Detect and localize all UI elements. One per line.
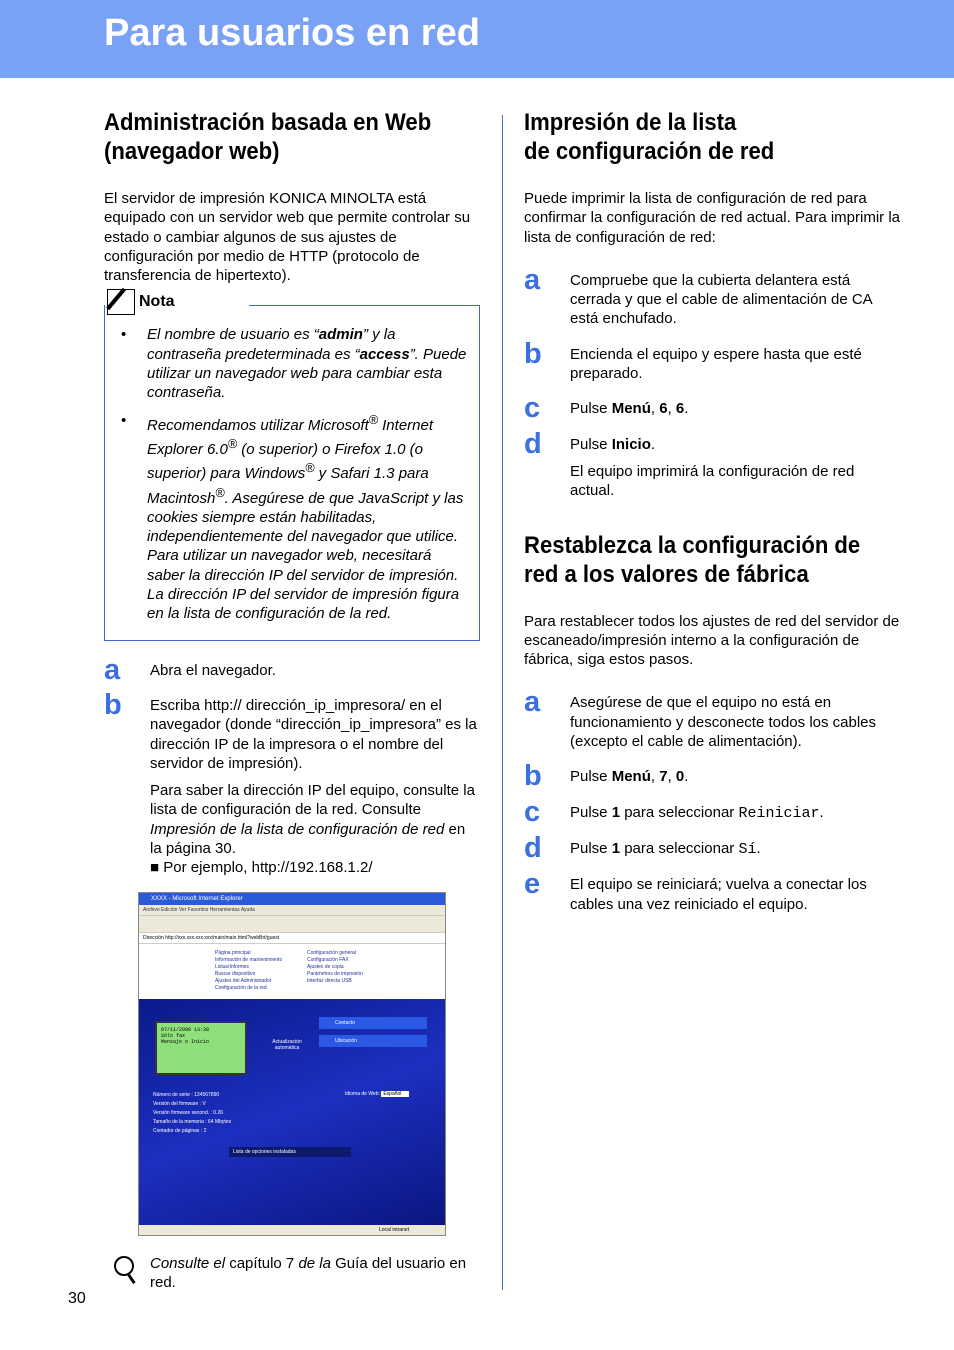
note-password: access xyxy=(359,345,410,363)
ss-link: Información de mantenimiento xyxy=(215,956,283,963)
ss-link: Parámetros de impresión xyxy=(307,970,363,977)
heading-line: de configuración de red xyxy=(524,138,775,165)
page-banner xyxy=(0,0,954,78)
ss-lcd-line: Sólo fax xyxy=(161,1032,186,1039)
step-subtext-part: en la página 30. xyxy=(150,820,466,858)
heading-line: (navegador web) xyxy=(104,138,280,165)
ss-info-line: Versión del firmware : V xyxy=(153,1100,206,1107)
step-part: , xyxy=(667,400,676,418)
step-subtext-part: Para saber la dirección IP del equipo, consulte la lista de configuración de la red. Consulte xyxy=(150,782,475,819)
note-box xyxy=(104,293,480,640)
section-heading-reset xyxy=(524,531,870,589)
left-column xyxy=(104,108,480,1292)
key-number: 1 xyxy=(611,839,621,857)
note-text: ”. Puede utilizar un navegador web para cambiar esta contraseña. xyxy=(147,345,467,402)
step-text xyxy=(570,767,900,786)
ss-address-bar: Dirección http://xxx.xxx.xxx.xxx/main/main.html?webBrt/guest xyxy=(139,933,445,944)
lcd-option: Reiniciar xyxy=(738,804,820,822)
ss-status-bar: Local intranet xyxy=(139,1225,445,1235)
note-list xyxy=(115,325,469,623)
step-part: . xyxy=(684,400,689,418)
step-part: para seleccionar xyxy=(620,803,739,821)
step-a xyxy=(524,263,900,329)
step-letter: a xyxy=(524,686,541,719)
note-text: y Safari 1.3 para Macintosh xyxy=(147,465,429,507)
ss-links-col2 xyxy=(307,950,363,985)
key-number: 0 xyxy=(675,768,685,786)
right-column xyxy=(524,108,900,914)
intro-paragraph: Para restablecer todos los ajustes de red del servidor de escaneado/impresión interno a la configuración de fábrica, siga estos pasos. xyxy=(524,612,900,669)
note-text: Recomendamos utilizar Microsoft xyxy=(147,416,369,434)
step-text xyxy=(570,435,900,454)
step-letter: b xyxy=(104,688,122,721)
ss-main-area xyxy=(139,999,445,1225)
ss-info-line: Tamaño de la memoria : 64 Mbytes xyxy=(153,1118,232,1125)
note-username: admin xyxy=(318,326,363,344)
registered-mark: ® xyxy=(215,485,225,500)
note-item xyxy=(137,411,469,624)
ss-info-line: Contador de páginas : 2 xyxy=(153,1127,207,1134)
note-item xyxy=(137,325,469,402)
ss-lcd-line: 07/11/2008 13:38 xyxy=(161,1026,210,1033)
ss-lcd-line: Mensaje o Inicio xyxy=(161,1038,210,1045)
step-c xyxy=(524,795,900,828)
ss-link: Listas/Informes xyxy=(215,963,249,970)
ss-language-label: Idioma de Web: xyxy=(345,1090,380,1097)
ss-menu-bar: Archivo Edición Ver Favoritos Herramientas Ayuda xyxy=(143,906,255,913)
note-header xyxy=(107,289,181,315)
step-letter: c xyxy=(524,392,541,425)
ss-bar: Ubicación xyxy=(319,1035,427,1047)
registered-mark: ® xyxy=(305,461,315,476)
key-number: 1 xyxy=(611,803,621,821)
step-b xyxy=(104,688,480,878)
step-text: Abra el navegador. xyxy=(150,661,276,679)
step-part: . xyxy=(756,839,761,857)
step-text xyxy=(570,803,900,823)
step-part: . xyxy=(684,768,689,786)
step-letter: b xyxy=(524,760,542,793)
ss-language xyxy=(345,1091,409,1097)
step-b xyxy=(524,760,900,793)
ss-link: Interfaz directa USB xyxy=(307,977,352,984)
ss-device-info xyxy=(153,1091,231,1136)
step-part: , xyxy=(667,768,676,786)
step-letter: d xyxy=(524,831,542,864)
note-text: Internet Explorer 6.0 xyxy=(147,416,434,458)
registered-mark: ® xyxy=(368,412,378,427)
ss-language-select: Español xyxy=(381,1091,409,1097)
cross-reference: Impresión de la lista de configuración de red xyxy=(150,820,445,838)
key-number: 6 xyxy=(675,400,685,418)
reference-text xyxy=(150,1254,480,1293)
step-d xyxy=(524,427,900,501)
heading-line: Impresión de la lista xyxy=(524,109,737,136)
ss-link: Ajustes del Administrador xyxy=(215,977,272,984)
ref-part: de la xyxy=(298,1254,331,1272)
step-part: Pulse xyxy=(570,435,612,453)
step-subtext xyxy=(150,781,480,877)
step-part: para seleccionar xyxy=(620,839,739,857)
key-start: Inicio xyxy=(611,435,651,453)
step-text: El equipo se reiniciará; vuelva a conectar los cables una vez reiniciado el equipo. xyxy=(570,876,867,913)
note-text: ” y la contraseña predeterminada es “ xyxy=(147,326,396,363)
step-e xyxy=(524,868,900,914)
step-part: Pulse xyxy=(570,803,612,821)
column-divider xyxy=(502,115,503,1290)
note-top-rule xyxy=(249,305,480,306)
step-part: Pulse xyxy=(570,768,612,786)
lcd-option: Sí xyxy=(738,840,757,858)
note-text: . Asegúrese de que JavaScript y las cookies siempre están habilitadas, independientemente del navegador que utilice. Para utilizar un navegador web, necesitará saber la dirección IP del servidor de impresión. La dirección IP del servidor de impresión figura en la lista de configuración de la red. xyxy=(147,489,464,623)
example-url: ■ Por ejemplo, http://192.168.1.2/ xyxy=(150,859,373,877)
ss-link: Ajustes de copia xyxy=(307,963,344,970)
step-part: , xyxy=(650,400,660,418)
browser-screenshot xyxy=(138,892,446,1236)
step-letter: e xyxy=(524,868,541,901)
ss-info-line: Número de serie : 134567890 xyxy=(153,1091,220,1098)
key-menu: Menú xyxy=(611,768,651,786)
key-number: 7 xyxy=(659,768,668,786)
step-part: . xyxy=(650,435,656,453)
ss-link: Configuración de la red xyxy=(215,984,267,991)
heading-line: red a los valores de fábrica xyxy=(524,560,809,588)
intro-paragraph: El servidor de impresión KONICA MINOLTA está equipado con un servidor web que permite controlar su estado o cambiar algunos de sus ajustes de configuración por medio de HTTP (protocolo de transferencia de hipertexto). xyxy=(104,190,471,285)
note-label: Nota xyxy=(139,293,175,311)
note-pencil-icon xyxy=(107,289,135,315)
ss-bar: Contacto xyxy=(319,1017,427,1029)
step-text xyxy=(570,839,900,859)
step-text xyxy=(570,399,900,418)
step-text: Encienda el equipo y espere hasta que esté preparado. xyxy=(570,345,862,383)
ss-link: Configuración FAX xyxy=(307,956,349,963)
ss-title-bar: XXXX - Microsoft Internet Explorer xyxy=(139,893,445,905)
step-c xyxy=(524,392,900,425)
step-b xyxy=(524,337,900,384)
ss-links-panel xyxy=(139,944,445,1000)
step-text: Compruebe que la cubierta delantera está cerrada y que el cable de alimentación de CA está enchufado. xyxy=(570,271,872,328)
ss-toolbar xyxy=(139,915,445,933)
ss-link: Página principal xyxy=(215,949,251,956)
step-letter: d xyxy=(524,427,542,460)
step-part: , xyxy=(650,768,660,786)
ss-options-list: Lista de opciones instaladas xyxy=(229,1147,351,1157)
ss-lcd-panel xyxy=(155,1021,247,1075)
reference-note xyxy=(104,1254,480,1293)
ss-links-col1 xyxy=(215,950,282,992)
page-number: 30 xyxy=(68,1290,86,1307)
step-text: Asegúrese de que el equipo no está en funcionamiento y desconecte todos los cables (excepto el cable de alimentación). xyxy=(570,694,877,751)
note-text: (o superior) o Firefox 1.0 (o superior) para Windows xyxy=(147,440,423,483)
step-part: Pulse xyxy=(570,839,612,857)
ref-part: capítulo 7 xyxy=(225,1254,299,1272)
page-title: Para usuarios en red xyxy=(104,12,480,54)
section-heading-web-admin xyxy=(104,108,450,166)
section-heading-print-config xyxy=(524,108,870,166)
step-part: . xyxy=(819,803,824,821)
ref-part: Guía del usuario en red. xyxy=(150,1254,467,1291)
registered-mark: ® xyxy=(227,436,238,451)
step-letter: a xyxy=(104,653,121,686)
step-a xyxy=(104,653,480,686)
magnifier-icon xyxy=(114,1256,134,1276)
step-subtext: El equipo imprimirá la configuración de red actual. xyxy=(570,462,855,500)
step-part: Pulse xyxy=(570,400,612,418)
ss-link: Buscar dispositivo xyxy=(215,970,256,977)
note-text: El nombre de usuario es “ xyxy=(147,326,319,344)
heading-line: Restablezca la configuración de xyxy=(524,531,861,559)
ref-part: Consulte el xyxy=(150,1254,226,1272)
key-menu: Menú xyxy=(611,400,651,418)
step-a xyxy=(524,686,900,751)
intro-paragraph: Puede imprimir la lista de configuración de red para confirmar la configuración de red actual. Para imprimir la lista de configuración de red: xyxy=(524,190,900,246)
heading-line: Administración basada en Web xyxy=(104,109,432,136)
key-number: 6 xyxy=(659,400,668,418)
step-text: Escriba http:// dirección_ip_impresora/ en el navegador (donde “dirección_ip_impresora” es la dirección IP de la impresora o el nombre del servidor de impresión). xyxy=(150,696,477,772)
ss-auto-update: Actualización automática xyxy=(272,1038,302,1051)
step-letter: a xyxy=(524,263,541,296)
step-letter: b xyxy=(524,337,542,370)
ss-link: Configuración general xyxy=(307,949,356,956)
ss-info-bars xyxy=(319,1017,427,1053)
step-letter: c xyxy=(524,795,541,828)
ss-info-line: Versión firmware second. : 0.26 xyxy=(153,1109,224,1116)
step-d xyxy=(524,831,900,864)
